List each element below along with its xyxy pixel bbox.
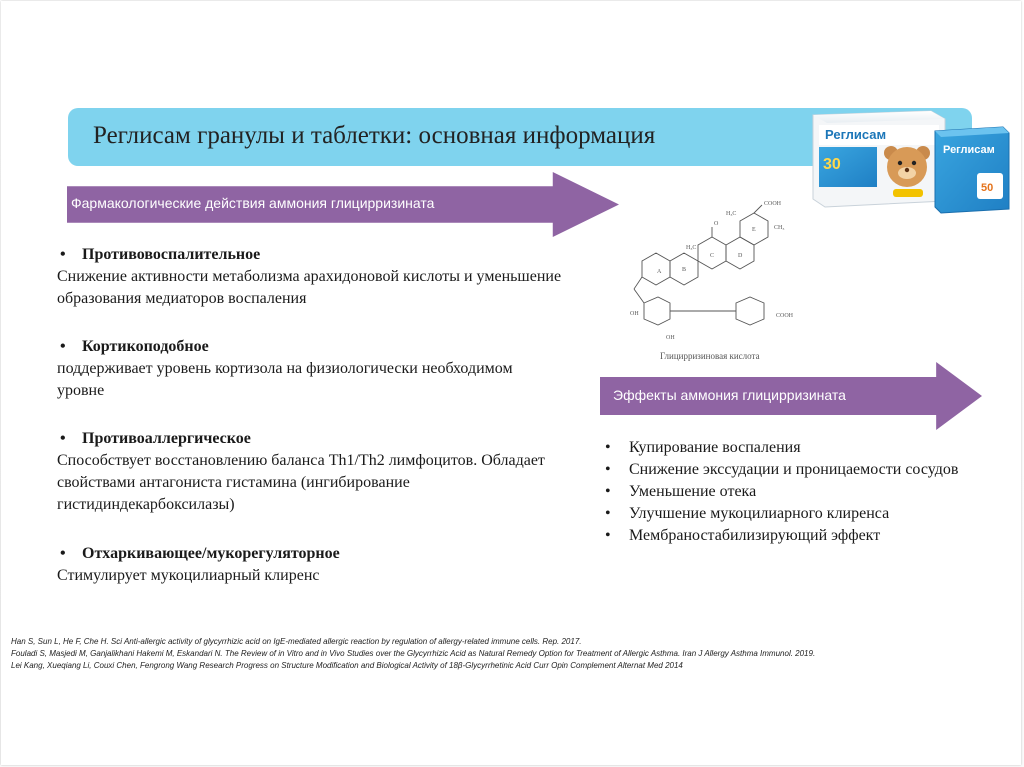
oh-label: OH	[630, 311, 639, 317]
bullet-glyph: •	[60, 430, 66, 447]
ch3-label: CH₃	[774, 225, 785, 231]
action-heading	[57, 428, 577, 450]
reference-item: Lei Kang, Xueqiang Li, Couxi Chen, Fengrong Wang Research Progress on Structure Modification and Biological Activity of 18β-Glycyrrhetinic Acid Curr Opin Complement Alternat Med 2014	[11, 661, 683, 670]
effects-list-item	[605, 459, 1005, 481]
slide	[1, 1, 1021, 765]
bullet-glyph: •	[605, 461, 611, 478]
action-description: Способствует восстановлению баланса Th1/Th2 лимфоцитов. Обладает свойствами антагониста гистамина (ингибирование гистидиндекарбоксилазы)	[57, 452, 545, 513]
action-description: Стимулирует мукоцилиарный клиренс	[57, 567, 320, 584]
action-heading-text: Противовоспалительное	[82, 246, 261, 263]
effects-list-item	[605, 503, 1005, 525]
ring-label-a: A	[657, 269, 662, 275]
o-label: O	[714, 221, 719, 227]
ring-label-b: B	[682, 267, 687, 273]
product-count-large: 30	[823, 156, 841, 173]
bullet-glyph: •	[605, 483, 611, 500]
product-package-image	[811, 109, 1011, 215]
action-description: поддерживает уровень кортизола на физиологически необходимом уровне	[57, 360, 513, 399]
chem-caption: Глицирризиновая кислота	[660, 351, 760, 361]
cooh-label-2: COOH	[776, 313, 794, 319]
slide-title: Реглисам гранулы и таблетки: основная информация	[93, 122, 656, 149]
ring-label-c: C	[710, 253, 715, 259]
effect-text: Мембраностабилизирующий эффект	[629, 527, 881, 544]
glycyrrhizic-acid-structure	[626, 199, 806, 365]
oh-label-2: OH	[666, 335, 675, 341]
action-heading-text: Отхаркивающее/мукорегуляторное	[82, 545, 340, 562]
cooh-label: COOH	[764, 201, 782, 207]
product-count-small: 50	[981, 182, 994, 194]
ring-label-e: E	[752, 227, 756, 233]
action-anti-inflammatory	[57, 244, 577, 310]
effect-text: Уменьшение отека	[629, 483, 757, 500]
effects-list-item	[605, 481, 1005, 503]
effects-arrow-label: Эффекты аммония глицирризината	[613, 387, 846, 403]
reference-item: Fouladi S, Masjedi M, Ganjalikhani Hakemi M, Eskandari N. The Review of in Vitro and in Vivo Studies over the Glycyrrhizic Acid as Natural Remedy Option for Treatment of Allergic Asthma. Iran J Allergy Asthma Immunol. 2019.	[11, 649, 816, 658]
bullet-glyph: •	[605, 505, 611, 522]
effects-list-item	[605, 525, 1005, 547]
bullet-glyph: •	[605, 439, 611, 456]
effect-text: Улучшение мукоцилиарного клиренса	[629, 505, 890, 522]
action-heading-text: Кортикоподобное	[82, 338, 209, 355]
action-heading	[57, 543, 577, 565]
action-expectorant	[57, 543, 577, 587]
reference-item: Han S, Sun L, He F, Che H. Sci Anti-allergic activity of glycyrrhizic acid on IgE-mediated allergic reaction by regulation of allergy-related immune cells. Rep. 2017.	[11, 637, 582, 646]
action-heading-text: Противоаллергическое	[82, 430, 251, 447]
effects-list	[605, 437, 1005, 547]
effect-text: Снижение экссудации и проницаемости сосудов	[629, 461, 959, 478]
bullet-glyph: •	[60, 545, 66, 562]
action-corticoid-like	[57, 336, 527, 402]
product-brand-large: Реглисам	[825, 127, 887, 142]
effects-list-item	[605, 437, 1005, 459]
action-heading	[57, 244, 577, 266]
bullet-glyph: •	[60, 246, 66, 263]
h3c-label-2: H₃C	[686, 245, 697, 251]
product-brand-small: Реглисам	[943, 144, 995, 156]
effect-text: Купирование воспаления	[629, 439, 801, 456]
h3c-label: H₃C	[726, 211, 737, 217]
pharmacology-arrow-label: Фармакологические действия аммония глицирризината	[71, 195, 435, 211]
action-heading	[57, 336, 527, 358]
references	[11, 636, 1011, 672]
ring-label-d: D	[738, 253, 743, 259]
bullet-glyph: •	[605, 527, 611, 544]
action-anti-allergic	[57, 428, 577, 516]
bullet-glyph: •	[60, 338, 66, 355]
action-description: Снижение активности метаболизма арахидоновой кислоты и уменьшение образования медиаторов воспаления	[57, 268, 562, 307]
